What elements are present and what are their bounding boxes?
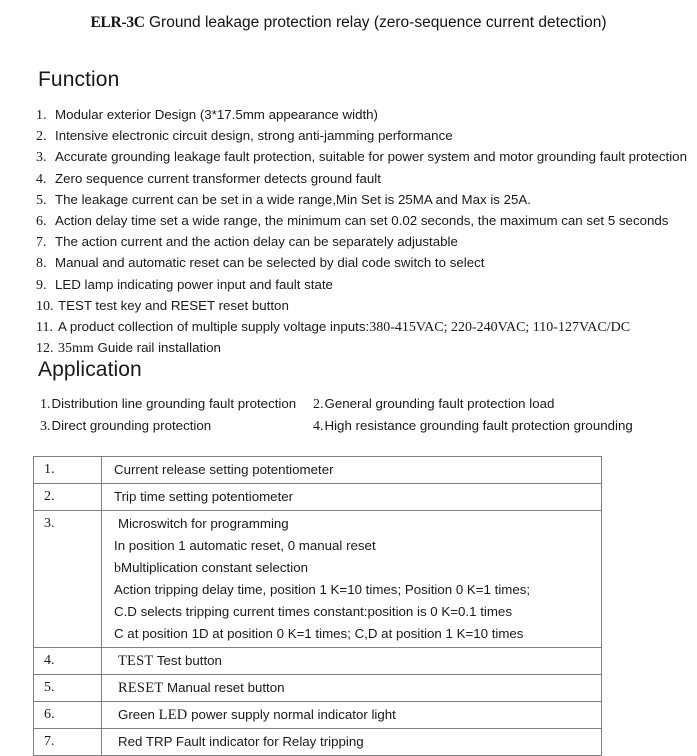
function-item-label: Accurate grounding leakage fault protection, suitable for power system and motor grounding fault protection [55,149,687,165]
application-item [313,393,680,415]
function-item-label: Manual and automatic reset can be selected by dial code switch to select [55,255,485,271]
function-item-label: TEST test key and RESET reset button [58,297,289,313]
table-line-text: Multiplication constant selection [121,560,308,575]
application-item-number: 4. [313,419,324,434]
function-item-label: Guide rail installation [93,340,221,356]
table-row [34,729,602,756]
table-cell-description [102,648,602,675]
table-cell-line [114,623,601,645]
function-item-label: Zero sequence current transformer detects ground fault [55,170,381,186]
table-cell-description [102,675,602,702]
table-line-text: Microswitch for programming [118,516,289,531]
table-cell-line [114,459,601,481]
table-line-text: Trip time setting potentiometer [114,489,294,504]
table-line-text: C at position 1D at position 0 K=1 times; C,D at position 1 K=10 times [114,626,524,641]
table-cell-description [102,702,602,729]
application-row [40,415,680,437]
table-cell-line [114,535,601,557]
function-item-number: 7. [36,235,47,251]
function-item [36,274,691,295]
function-item-number: 4. [36,171,47,187]
function-item [36,210,691,231]
table-line-text: Green [118,707,159,722]
function-item-label: LED lamp indicating power input and fault state [55,276,333,292]
table-cell-line [114,650,601,672]
function-item-voltage-spec: 380-415VAC; 220-240VAC; 110-127VAC/DC [369,319,631,335]
page-title-text: Ground leakage protection relay (zero-sequence current detection) [144,14,607,31]
table-cell-line [114,731,601,753]
table-line-text: Manual reset button [163,680,285,695]
function-item [36,104,691,125]
function-item-label: Modular exterior Design (3*17.5mm appearance width) [55,107,378,122]
table-cell-number: 4. [34,648,102,675]
function-item-label: A product collection of multiple supply voltage inputs: [58,318,370,334]
function-item-number: 10. [36,298,54,314]
application-item-label: Distribution line grounding fault protection [51,396,297,411]
function-item-number: 3. [36,150,47,166]
table-cell-line [114,579,601,601]
function-item [36,316,691,337]
table-cell-description [102,729,602,756]
function-item-number: 1. [36,108,47,123]
application-item-label: Direct grounding protection [51,418,212,433]
function-item-number: 6. [36,213,47,229]
table-cell-number: 1. [34,457,102,484]
function-item [36,168,691,189]
function-item-number: 8. [36,256,47,272]
component-spec-table [33,456,602,756]
table-cell-number: 2. [34,484,102,511]
table-cell-line [114,704,601,726]
function-item-label: The action current and the action delay can be separately adjustable [55,234,458,250]
table-line-keyword: LED [158,707,188,723]
product-model-label: ELR-3C [90,14,145,31]
table-line-keyword: RESET [118,680,164,696]
table-cell-number: 5. [34,675,102,702]
table-line-keyword: TEST [118,653,154,669]
application-item [40,415,313,437]
function-item-number: 2. [36,129,47,145]
application-item [313,415,680,437]
function-item [36,146,691,167]
section-heading-function: Function [38,68,120,91]
function-item [36,231,691,252]
application-item-number: 3. [40,419,51,434]
table-cell-description [102,511,602,648]
function-item [36,125,691,146]
application-item-label: High resistance grounding fault protection grounding [324,418,633,433]
application-item-number: 1. [40,397,51,412]
table-cell-number: 6. [34,702,102,729]
table-row [34,648,602,675]
table-line-text: power supply normal indicator light [187,707,396,722]
page-title [0,13,697,33]
table-row [34,484,602,511]
table-row [34,457,602,484]
table-line-text: Test button [153,653,222,668]
table-line-text: C.D selects tripping current times constant:position is 0 K=0.1 times [114,604,512,619]
table-cell-line [114,601,601,623]
application-list [40,393,680,437]
table-cell-line [114,557,601,579]
function-item-serif-text: 35mm [58,341,94,357]
table-cell-number: 3. [34,511,102,648]
application-item-number: 2. [313,397,324,412]
section-heading-application: Application [38,358,142,381]
function-item [36,295,691,316]
table-line-text: Action tripping delay time, position 1 K=10 times; Position 0 K=1 times; [114,582,531,597]
table-cell-description [102,484,602,511]
function-item-number: 11. [36,319,53,335]
table-cell-number: 7. [34,729,102,756]
function-item-label: Action delay time set a wide range, the minimum can set 0.02 seconds, the maximum can set 5 seconds [55,212,669,228]
table-line-text: Current release setting potentiometer [114,462,334,477]
function-item-label: The leakage current can be set in a wide range,Min Set is 25MA and Max is 25A. [55,191,531,207]
application-item [40,393,313,415]
table-cell-line [114,677,601,699]
function-item-label: Intensive electronic circuit design, strong anti-jamming performance [55,128,453,144]
table-row [34,702,602,729]
table-line-text: Red TRP Fault indicator for Relay tripping [118,734,364,749]
function-item-number: 5. [36,192,47,208]
table-line-marker: b [114,561,121,576]
table-cell-line [114,513,601,535]
function-item [36,189,691,210]
table-row [34,675,602,702]
table-cell-line [114,486,601,508]
function-list [36,104,691,358]
function-item [36,252,691,273]
table-row [34,511,602,648]
table-line-text: In position 1 automatic reset, 0 manual reset [114,538,376,553]
application-row [40,393,680,415]
function-item-number: 12. [36,341,54,357]
function-item-number: 9. [36,277,47,293]
function-item [36,337,691,358]
table-cell-description [102,457,602,484]
application-item-label: General grounding fault protection load [324,396,555,411]
